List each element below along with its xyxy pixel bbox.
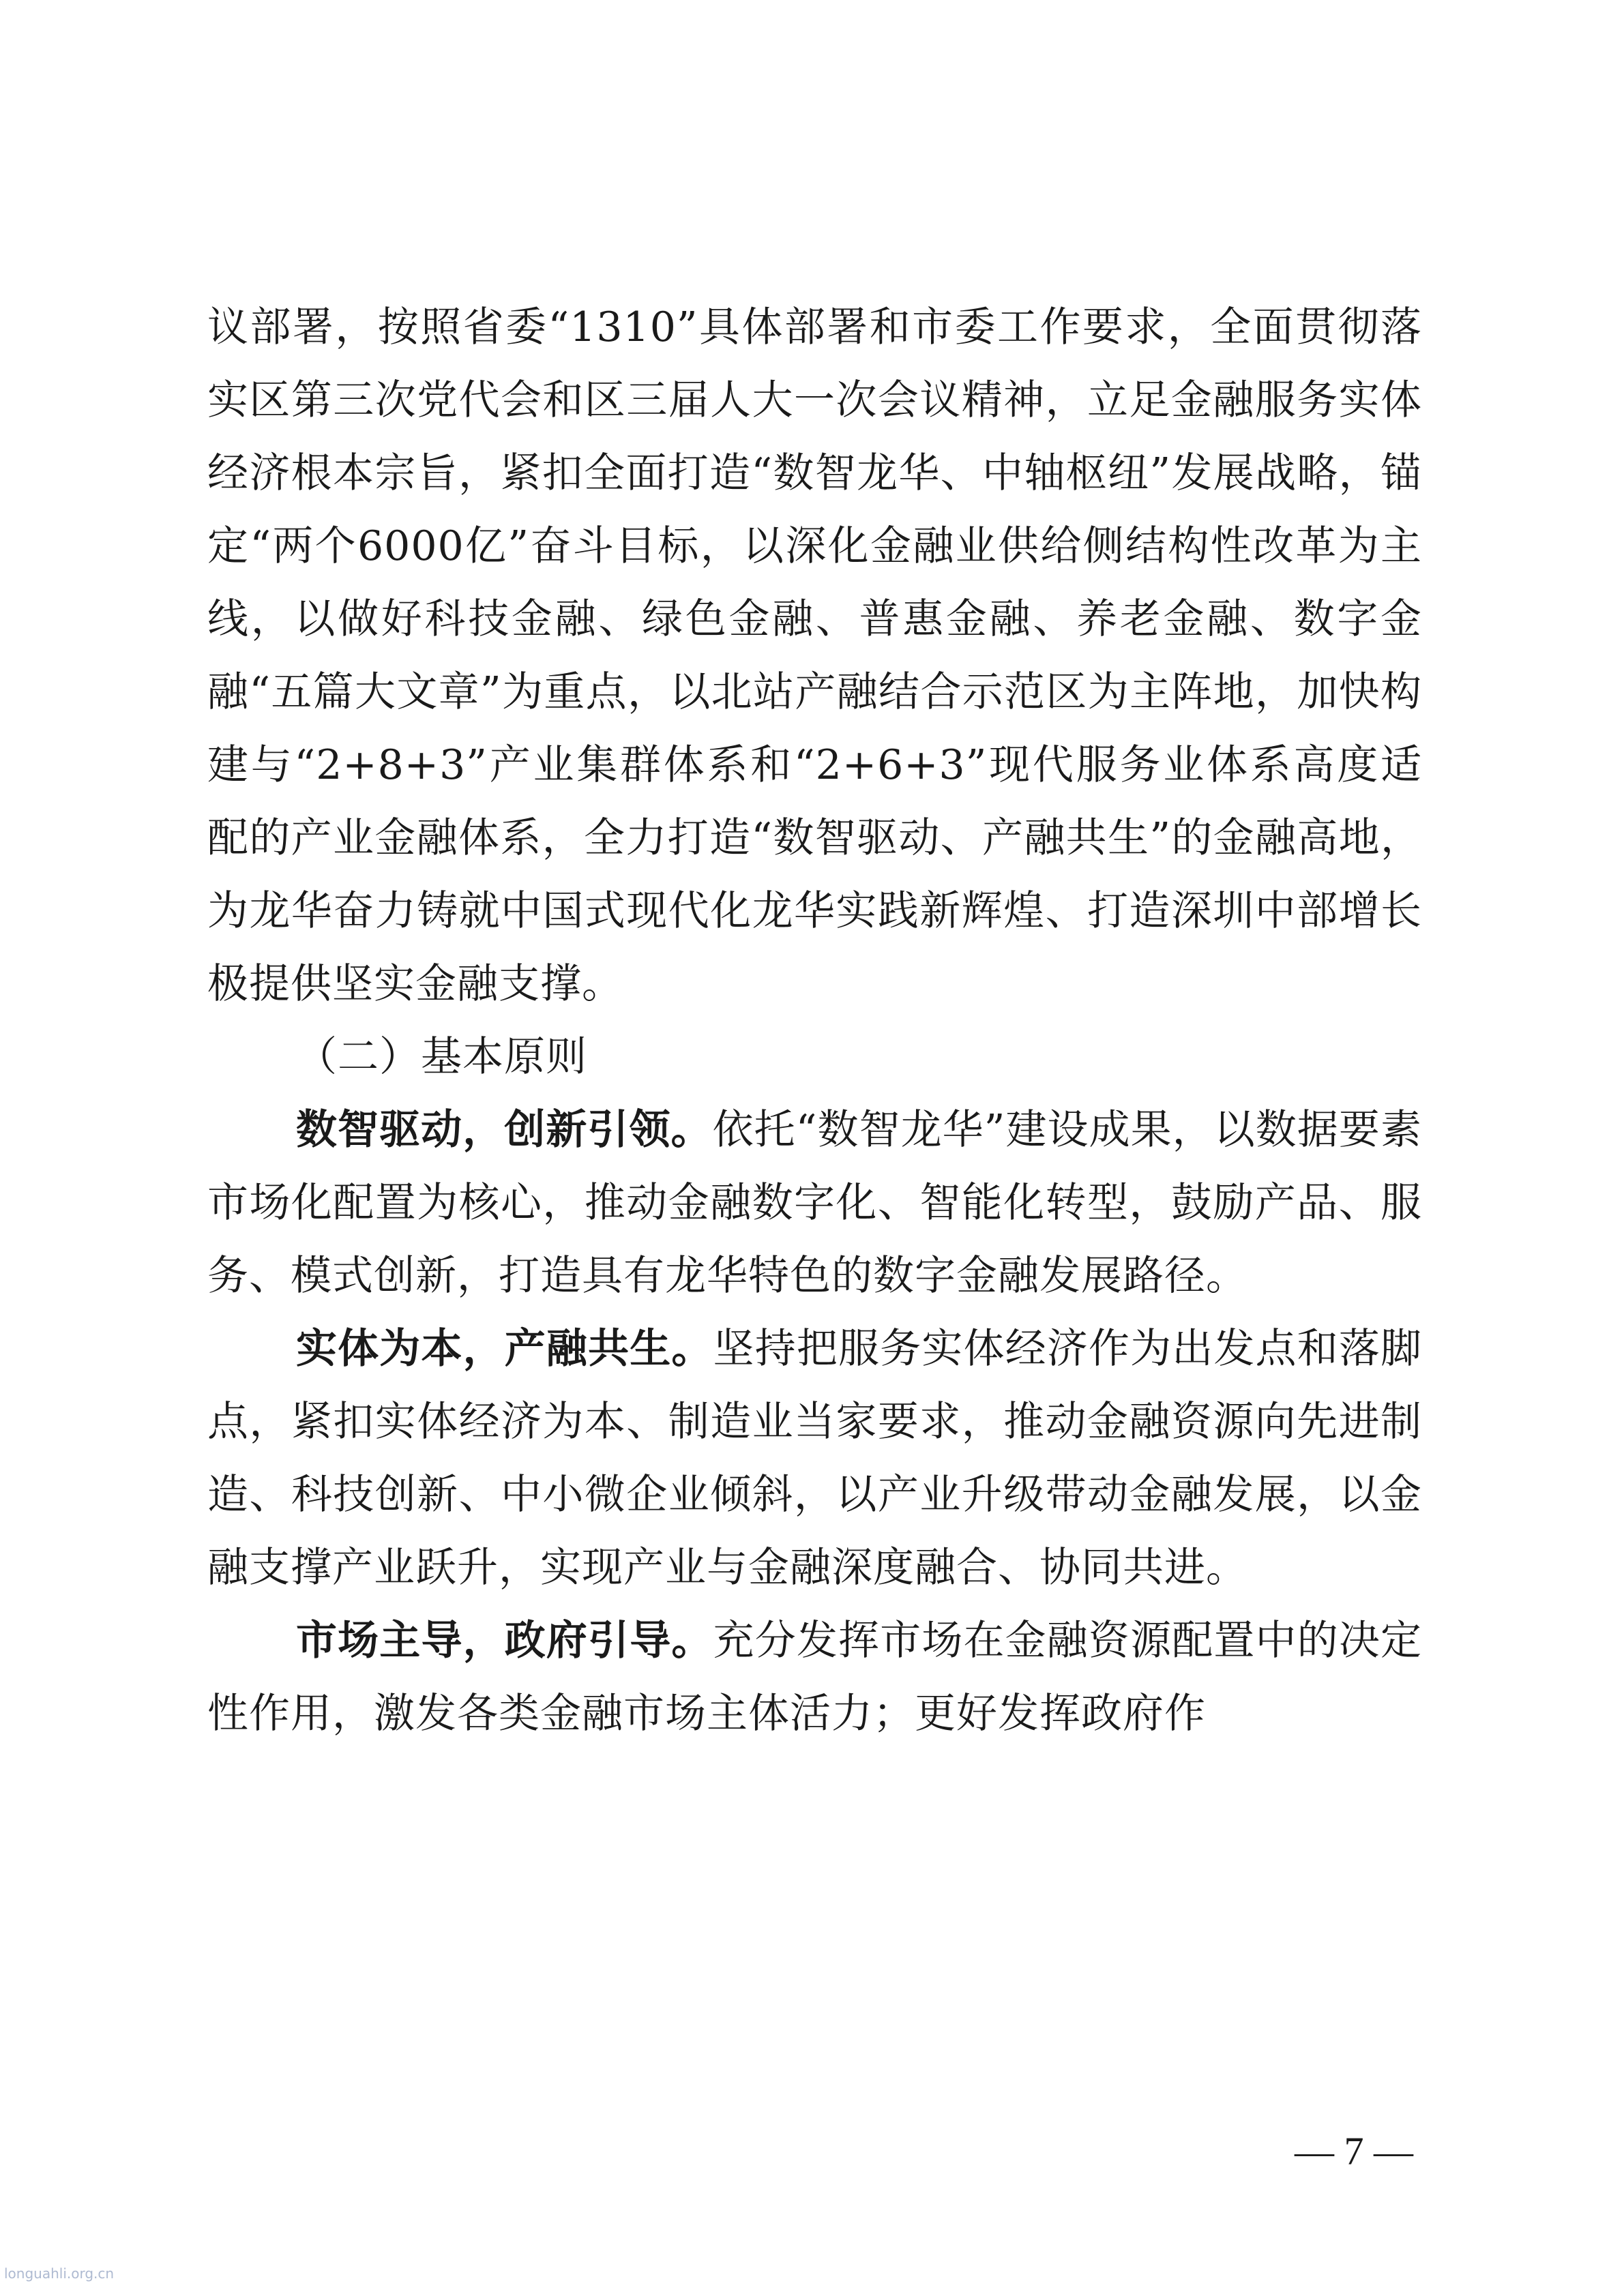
section-heading: （二）基本原则 [296, 1033, 587, 1081]
body-paragraph: 议部署，按照省委“1310”具体部署和市委工作要求，全面贯彻落实区第三次党代会和区三届人大一次会议精神，立足金融服务实体经济根本宗旨，紧扣全面打造“数智龙华、中轴枢纽”发展战略，锚定“两个6000亿”奋斗目标，以深化金融业供给侧结构性改革为主线，以做好科技金融、绿色金融、普惠金融、养老金融、数字金融“五篇大文章”为重点，以北站产融结合示范区为主阵地，加快构建与“2+8+3”产业集群体系和“2+6+3”现代服务业体系高度适配的产业金融体系，全力打造“数智驱动、产融共生”的金融高地，为龙华奋力铸就中国式现代化龙华实践新辉煌、打造深圳中部增长极提供坚实金融支撑。 [207, 303, 1422, 1008]
principle-paragraph [207, 1313, 1422, 1605]
principle-lead: 实体为本，产融共生。 [296, 1325, 713, 1373]
principle-paragraph [207, 1094, 1422, 1313]
page-number: — 7 — [1295, 2129, 1413, 2173]
document-body [207, 291, 1422, 1750]
principle-text: 依托“数智龙华”建设成果，以数据要素市场化配置为核心，推动金融数字化、智能化转型，鼓励产品、服务、模式创新，打造具有龙华特色的数字金融发展路径。 [207, 1106, 1422, 1300]
principle-text: 坚持把服务实体经济作为出发点和落脚点，紧扣实体经济为本、制造业当家要求，推动金融资源向先进制造、科技创新、中小微企业倾斜，以产业升级带动金融发展，以金融支撑产业跃升，实现产业与金融深度融合、协同共进。 [207, 1325, 1423, 1592]
principle-paragraph [207, 1605, 1422, 1750]
principle-lead: 数智驱动，创新引领。 [296, 1106, 713, 1154]
watermark: longuahli.org.cn [4, 2265, 115, 2282]
principle-lead: 市场主导，政府引导。 [296, 1617, 713, 1665]
principle-text: 充分发挥市场在金融资源配置中的决定性作用，激发各类金融市场主体活力；更好发挥政府作 [207, 1617, 1423, 1738]
